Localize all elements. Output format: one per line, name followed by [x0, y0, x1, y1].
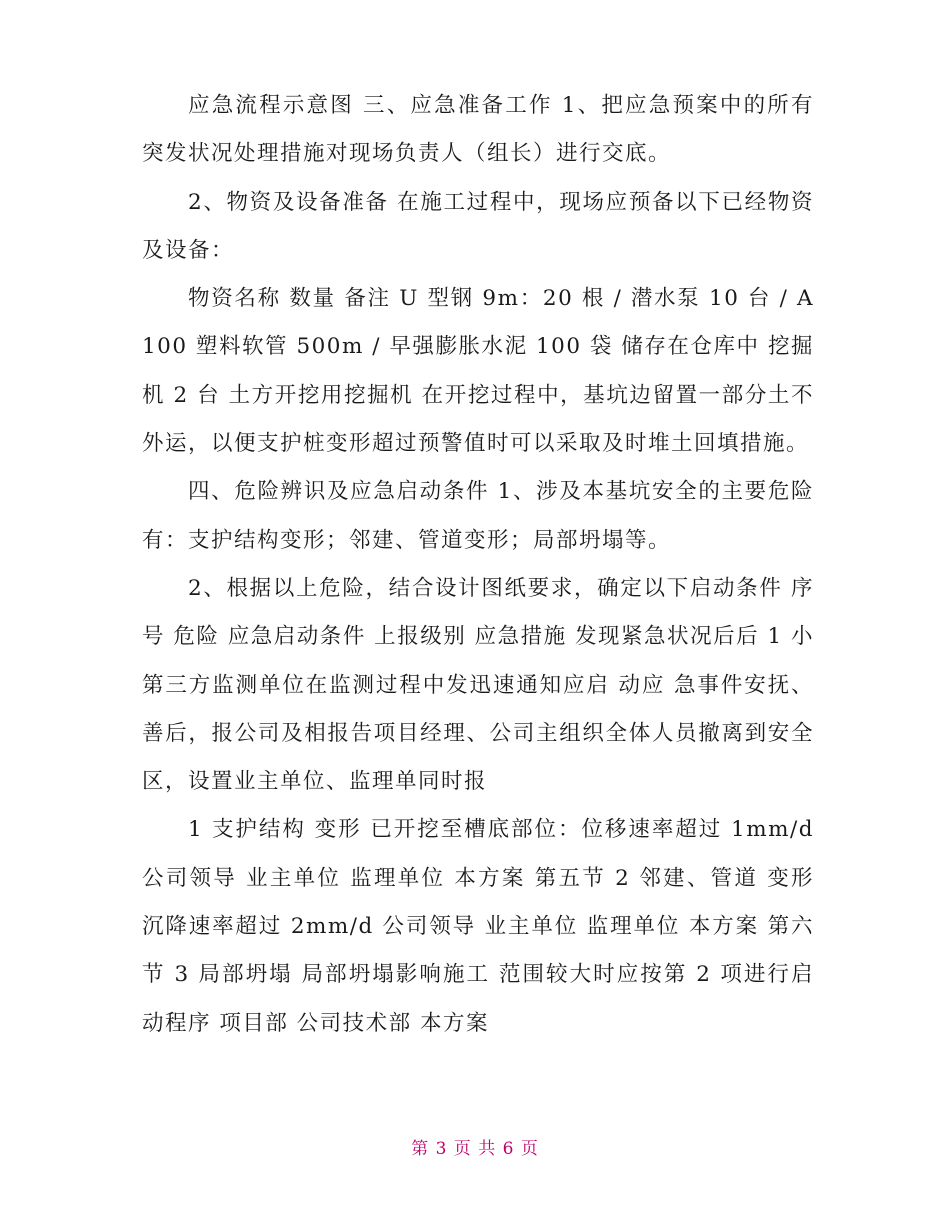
paragraph-emergency-prep: 应急流程示意图 三、应急准备工作 1、把应急预案中的所有突发状况处理措施对现场负责人（组长）进行交底。 — [142, 93, 814, 167]
paragraph-materials-intro: 2、物资及设备准备 在施工过程中，现场应预备以下已经物资及设备： — [142, 189, 814, 263]
paragraph-startup-conditions: 2、根据以上危险，结合设计图纸要求，确定以下启动条件 序号 危险 应急启动条件 上报级别 应急措施 发现紧急状况后后 1 小第三方监测单位在监测过程中发迅速通知应启 动应 急事件安抚、善后，报公司及相报告项目经理、公司主组织全体人员撤离到安全区，设置业主单位、监理单同时报 — [142, 575, 814, 795]
paragraph-materials-list: 物资名称 数量 备注 U 型钢 9m：20 根 / 潜水泵 10 台 / A100 塑料软管 500m / 早强膨胀水泥 100 袋 储存在仓库中 挖掘机 2 台 土方开挖用挖掘机 在开挖过程中，基坑边留置一部分土不外运，以便支护桩变形超过预警值时可以采取及时堆土回填措施。 — [142, 286, 814, 457]
paragraph-condition-table: 1 支护结构 变形 已开挖至槽底部位：位移速率超过 1mm/d 公司领导 业主单位 监理单位 本方案 第五节 2 邻建、管道 变形 沉降速率超过 2mm/d 公司领导 业主单位 监理单位 本方案 第六节 3 局部坍塌 局部坍塌影响施工 范围较大时应按第 2 项进行启动程序 项目部 公司技术部 本方案 — [142, 817, 814, 1036]
paragraph-hazard-identification: 四、危险辨识及应急启动条件 1、涉及本基坑安全的主要危险有：支护结构变形；邻建、管道变形；局部坍塌等。 — [142, 479, 814, 553]
document-body — [142, 82, 814, 1048]
page-number-footer: 第 3 页 共 6 页 — [411, 1139, 539, 1159]
